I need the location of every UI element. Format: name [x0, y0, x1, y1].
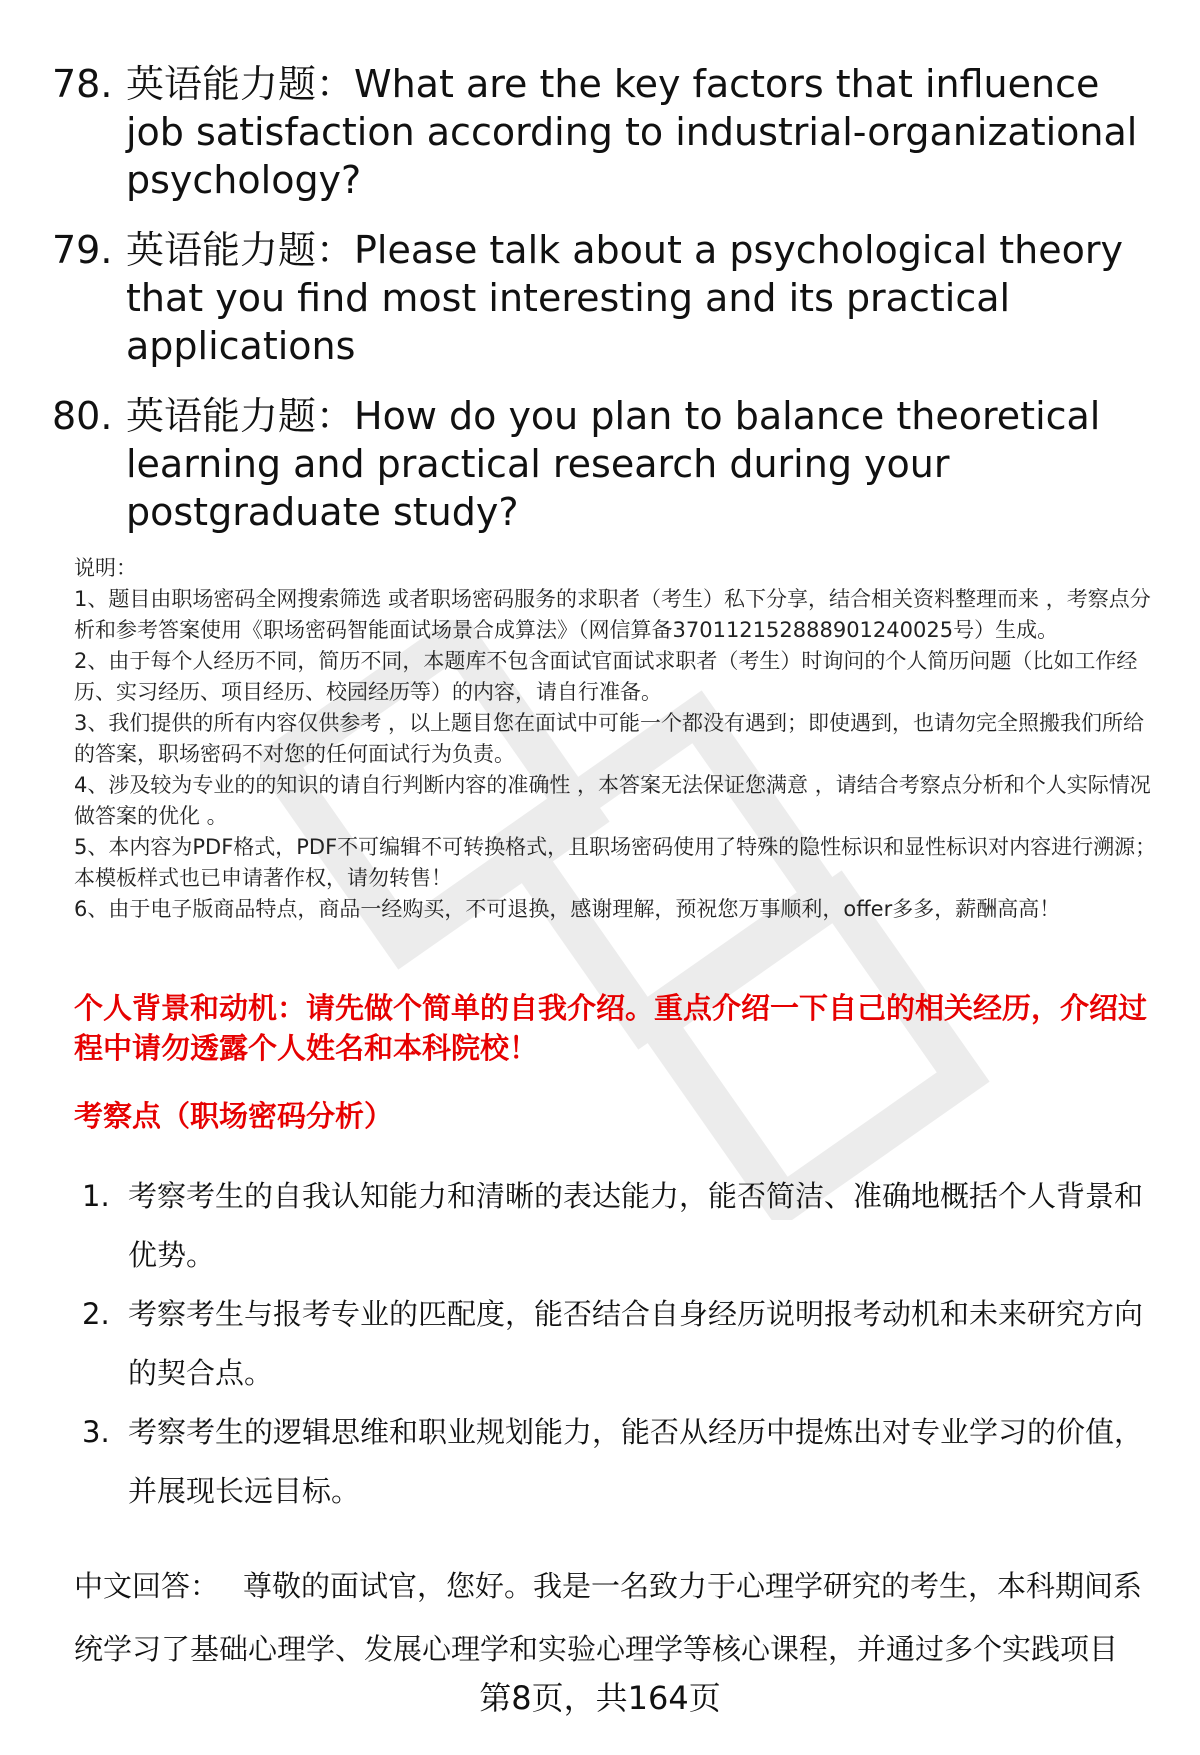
question-body: What are the key factors that influence job satisfaction according to industrial-organizational psychology?: [126, 62, 1138, 202]
point-text: 考察考生与报考专业的匹配度，能否结合自身经历说明报考动机和未来研究方向的契合点。: [128, 1297, 1144, 1390]
question-item: [52, 226, 1162, 370]
note-item: 2、由于每个人经历不同，简历不同，本题库不包含面试官面试求职者（考生）时询问的个人简历问题（比如工作经历、实习经历、项目经历、校园经历等）的内容，请自行准备。: [74, 649, 1138, 704]
question-prefix: 英语能力题：: [126, 228, 355, 272]
point-text: 考察考生的自我认知能力和清晰的表达能力，能否简洁、准确地概括个人背景和优势。: [128, 1179, 1144, 1272]
analysis-point: [82, 1285, 1162, 1403]
note-item: 3、我们提供的所有内容仅供参考 ，以上题目您在面试中可能一个都没有遇到；即使遇到，也请勿完全照搬我们所给的答案，职场密码不对您的任何面试行为负责。: [74, 711, 1145, 766]
question-item: [52, 60, 1162, 204]
analysis-point: [82, 1167, 1162, 1285]
disclaimer-notes: [74, 553, 1164, 925]
note-item: 5、本内容为PDF格式，PDF不可编辑不可转换格式，且职场密码使用了特殊的隐性标识和显性标识对内容进行溯源；本模板样式也已申请著作权，请勿转售！: [74, 835, 1157, 890]
note-item: 6、由于电子版商品特点，商品一经购买，不可退换，感谢理解，预祝您万事顺利，offer多多，薪酬高高！: [74, 897, 1061, 921]
note-item: 4、涉及较为专业的的知识的请自行判断内容的准确性 ，本答案无法保证您满意 ，请结合考察点分析和个人实际情况做答案的优化 。: [74, 773, 1151, 828]
point-text: 考察考生的逻辑思维和职业规划能力，能否从经历中提炼出对专业学习的价值，并展现长远目标。: [128, 1415, 1144, 1508]
analysis-points: [82, 1167, 1162, 1521]
notes-title: 说明：: [74, 556, 137, 580]
analysis-point: [82, 1403, 1162, 1521]
answer-text: 尊敬的面试官，您好。我是一名致力于心理学研究的考生，本科期间系统学习了基础心理学、发展心理学和实验心理学等核心课程，并通过多个实践项目: [74, 1569, 1143, 1666]
question-text: [126, 226, 1162, 370]
question-body: Please talk about a psychological theory that you find most interesting and its practical applications: [126, 228, 1123, 368]
page-footer: 第8页，共164页: [479, 1679, 721, 1717]
question-number: 79.: [52, 228, 113, 272]
answer-paragraph: [74, 1555, 1164, 1681]
point-number: 1.: [82, 1179, 110, 1213]
point-number: 3.: [82, 1415, 110, 1449]
point-number: 2.: [82, 1297, 110, 1331]
question-text: [126, 60, 1162, 204]
question-item: [52, 392, 1162, 536]
question-text: [126, 392, 1162, 536]
question-number: 78.: [52, 62, 113, 106]
question-prefix: 英语能力题：: [126, 62, 355, 106]
section-heading: 个人背景和动机：请先做个简单的自我介绍。重点介绍一下自己的相关经历，介绍过程中请勿透露个人姓名和本科院校！: [74, 991, 1148, 1065]
note-item: 1、题目由职场密码全网搜索筛选 或者职场密码服务的求职者（考生）私下分享，结合相关资料整理而来 ，考察点分析和参考答案使用《职场密码智能面试场景合成算法》（网信算备370112152888901240025号）生成。: [74, 587, 1151, 642]
question-number: 80.: [52, 394, 113, 438]
question-prefix: 英语能力题：: [126, 394, 355, 438]
question-body: How do you plan to balance theoretical learning and practical research during your postgraduate study?: [126, 394, 1101, 534]
answer-label: 中文回答：: [74, 1569, 220, 1603]
analysis-heading: 考察点（职场密码分析）: [74, 1099, 394, 1133]
question-list: [52, 60, 1162, 558]
